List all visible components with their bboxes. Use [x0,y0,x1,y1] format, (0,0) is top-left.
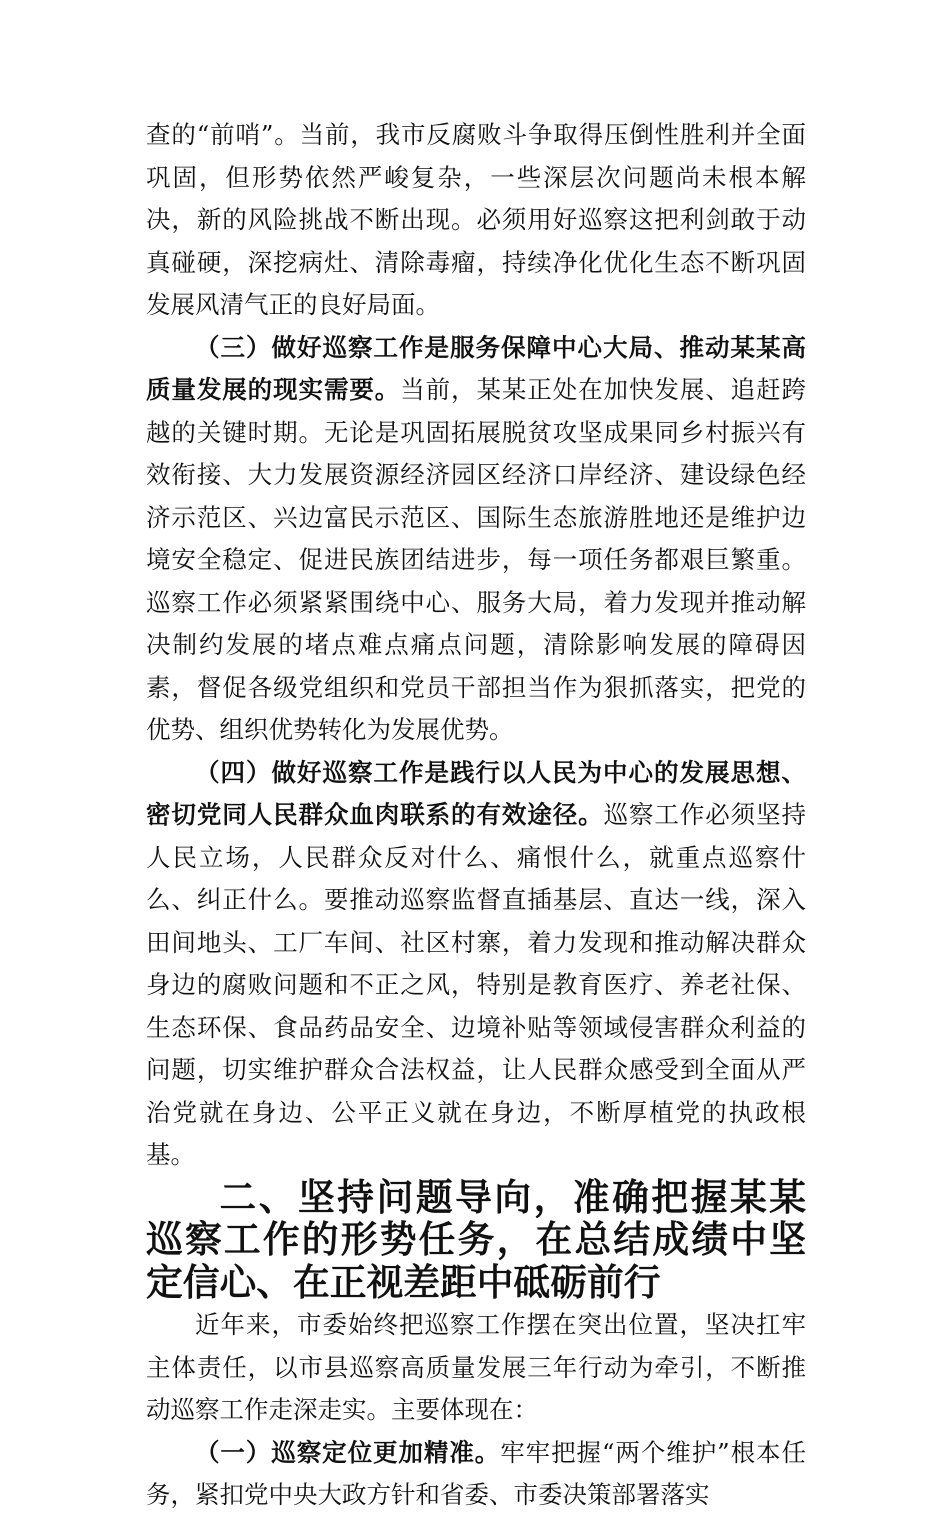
paragraph-section-three [146,327,806,752]
paragraph-lead: （四）做好巡察工作是践行以人民为中心的发展思想、密切党同人民群众血肉联系的有效途径。 [146,757,806,829]
paragraph-text: 牢牢把握“两个维护”根本任务，紧扣党中央大政方针和省委、市委决策部署落实 [146,1437,806,1509]
paragraph-text: 巡察工作必须坚持人民立场，人民群众反对什么、痛恨什么，就重点巡察什么、纠正什么。要推动巡察监督直插基层、直达一线，深入田间地头、工厂车间、社区村寨，着力发现和推动解决群众身边的腐败问题和不正之风，特别是教育医疗、养老社保、生态环保、食品药品安全、边境补贴等领域侵害群众利益的问题，切实维护群众合法权益，让人民群众感受到全面从严治党就在身边、公平正义就在身边，不断厚植党的执政根基。 [146,800,807,1169]
paragraph-lead: （一）巡察定位更加精准。 [195,1437,501,1467]
paragraph-text: 近年来，市委始终把巡察工作摆在突出位置，坚决扛牢主体责任，以市县巡察高质量发展三年行动为牵引，不断推动巡察工作走深走实。主要体现在： [146,1310,806,1424]
paragraph-text: 当前，某某正处在加快发展、追赶跨越的关键时期。无论是巩固拓展脱贫攻坚成果同乡村振兴有效衔接、大力发展资源经济园区经济口岸经济、建设绿色经济示范区、兴边富民示范区、国际生态旅游胜地还是维护边境安全稳定、促进民族团结进步，每一项任务都艰巨繁重。巡察工作必须紧紧围绕中心、服务大局，着力发现并推动解决制约发展的堵点难点痛点问题，清除影响发展的障碍因素，督促各级党组织和党员干部担当作为狠抓落实，把党的优势、组织优势转化为发展优势。 [146,375,807,744]
paragraph-section-four [146,752,806,1177]
section-heading-two: 二、坚持问题导向，准确把握某某巡察工作的形势任务，在总结成绩中坚定信心、在正视差距中砥砺前行 [146,1175,806,1304]
paragraph-positioning [146,1432,806,1517]
paragraph-corruption-situation [146,114,806,327]
paragraph-recent-years [146,1304,806,1432]
paragraph-lead: （三）做好巡察工作是服务保障中心大局、推动某某高质量发展的现实需要。 [146,332,806,404]
paragraph-text: 查的“前哨”。当前，我市反腐败斗争取得压倒性胜利并全面巩固，但形势依然严峻复杂，一些深层次问题尚未根本解决，新的风险挑战不断出现。必须用好巡察这把利剑敢于动真碰硬，深挖病灶、清除毒瘤，持续净化优化生态不断巩固发展风清气正的良好局面。 [146,120,806,319]
document-page [146,114,806,1517]
